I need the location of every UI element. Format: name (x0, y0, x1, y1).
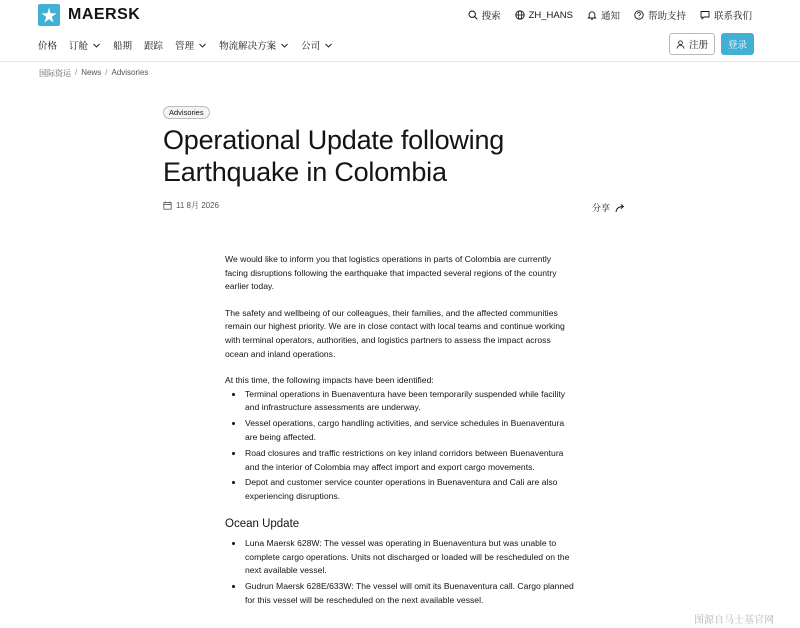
article-date (163, 200, 219, 211)
category-tag[interactable]: Advisories (163, 106, 210, 119)
nav-item-logistics-solutions[interactable] (219, 38, 289, 52)
ocean-update-heading: Ocean Update (225, 517, 300, 530)
language-icon (515, 10, 525, 20)
register-label: 注册 (688, 40, 708, 51)
login-button[interactable] (721, 33, 754, 55)
nav-item-company[interactable] (301, 38, 333, 52)
language-label: ZH_HANS (528, 9, 573, 21)
brand-name: MAERSK (68, 6, 141, 23)
breadcrumb-item[interactable]: News (81, 68, 102, 77)
contact-button[interactable] (700, 8, 752, 22)
nav-label: 订舱 (69, 41, 89, 52)
nav-item-manage[interactable] (175, 38, 207, 52)
list-item: Road closures and traffic restrictions on key inland corridors between Buenaventura and the interior of Colombia may affect import and export cargo movements. (225, 447, 575, 474)
impacts-list (225, 388, 575, 504)
nav-item-tracking[interactable] (144, 38, 163, 52)
nav-label: 跟踪 (144, 41, 164, 52)
list-item: Luna Maersk 628W: The vessel was operating in Buenaventura but was unable to complete cargo operations. Units not discharged or loaded will be rescheduled on the next available vessel. (225, 537, 575, 578)
share-icon (615, 203, 626, 213)
date-text: 11 8月 2026 (176, 201, 219, 210)
star-icon (38, 4, 60, 26)
notifications-label: 通知 (600, 11, 620, 22)
header-divider (0, 61, 800, 62)
search-icon (468, 10, 478, 20)
help-icon (634, 10, 644, 20)
bell-icon (587, 10, 597, 20)
chevron-down-icon (198, 41, 207, 50)
ocean-update-list (225, 537, 575, 607)
utility-nav (468, 8, 752, 22)
list-item: Vessel operations, cargo handling activities, and service schedules in Buenaventura are being affected. (225, 417, 575, 444)
chevron-down-icon (324, 41, 333, 50)
share-button[interactable] (592, 201, 626, 214)
nav-label: 管理 (175, 41, 195, 52)
user-icon (676, 40, 685, 49)
breadcrumb-item-current[interactable]: Advisories (111, 68, 149, 77)
nav-label: 船期 (113, 41, 133, 52)
calendar-icon (163, 201, 172, 210)
list-item: Depot and customer service counter operations in Buenaventura and Cali are also experiencing disruptions. (225, 476, 575, 503)
list-item: Gudrun Maersk 628E/633W: The vessel will omit its Buenaventura call. Cargo planned for this vessel will be rescheduled on the next available vessel. (225, 580, 575, 607)
share-label: 分享 (592, 203, 611, 213)
main-nav (38, 38, 333, 52)
chat-icon (700, 10, 710, 20)
breadcrumb (39, 68, 148, 79)
chevron-down-icon (280, 41, 289, 50)
nav-label: 物流解决方案 (219, 41, 277, 52)
breadcrumb-separator: / (75, 68, 78, 77)
list-item: Terminal operations in Buenaventura have been temporarily suspended while facility and infrastructure assessments are underway. (225, 388, 575, 415)
breadcrumb-separator: / (105, 68, 108, 77)
chevron-down-icon (92, 41, 101, 50)
impacts-intro: At this time, the following impacts have been identified: (225, 375, 434, 386)
contact-label: 联系我们 (713, 11, 752, 22)
language-selector[interactable] (515, 8, 573, 22)
nav-label: 公司 (301, 41, 321, 52)
article-title: Operational Update following Earthquake in Colombia (163, 125, 505, 187)
breadcrumb-item[interactable]: 国际资运 (39, 69, 71, 78)
article-paragraph: The safety and wellbeing of our colleagues, their families, and the affected communities remain our highest priority. We are in close contact with local teams and continue working with terminal operators, authorities, and logistics partners to assess the impact across ocean and inland operations. (225, 307, 565, 359)
login-label: 登录 (727, 40, 747, 51)
notifications-button[interactable] (587, 8, 620, 22)
top-header (0, 0, 800, 30)
article-body (225, 253, 575, 618)
search-button[interactable] (468, 8, 501, 22)
watermark: 图源自马士基官网 (694, 615, 774, 626)
help-label: 帮助支持 (647, 11, 686, 22)
maersk-logo[interactable] (38, 4, 140, 26)
article-paragraph: We would like to inform you that logistics operations in parts of Colombia are currently facing disruptions following the earthquake that impacted several regions of the country earlier today. (225, 254, 557, 292)
search-label: 搜索 (481, 11, 501, 22)
nav-item-schedules[interactable] (113, 38, 132, 52)
nav-item-prices[interactable] (38, 38, 57, 52)
nav-label: 价格 (38, 41, 58, 52)
help-button[interactable] (634, 8, 686, 22)
nav-item-booking[interactable] (69, 38, 101, 52)
register-button[interactable] (669, 33, 715, 55)
